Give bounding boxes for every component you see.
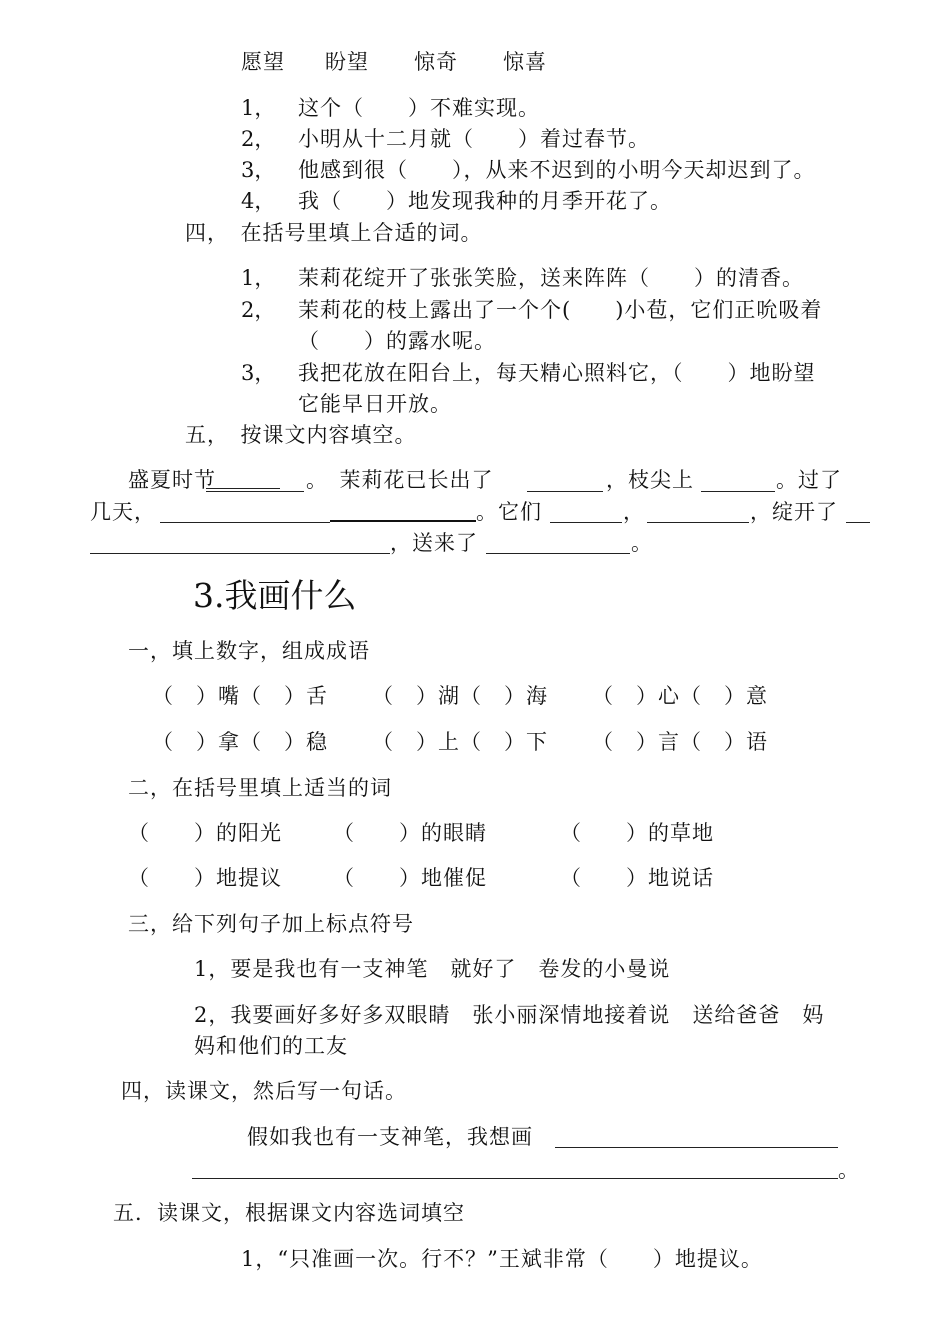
blank-line[interactable] <box>647 522 749 523</box>
blank-line[interactable] <box>701 491 775 492</box>
item-number: 3， <box>241 361 276 385</box>
fill-text: 。 茉莉花已长出了 <box>306 468 494 492</box>
idiom-blank[interactable]: （ ）湖（ ）海 <box>372 684 548 708</box>
item-text-continued: （ ）的露水呢。 <box>298 329 496 353</box>
blank-line[interactable] <box>90 553 390 554</box>
word-blank[interactable]: （ ）地提议 <box>128 866 282 890</box>
blank-line[interactable] <box>330 520 476 522</box>
item-text: 我把花放在阳台上，每天精心照料它，（ ）地盼望 <box>298 361 816 385</box>
word-blank[interactable]: （ ）的草地 <box>560 821 714 845</box>
idiom-blank[interactable]: （ ）上（ ）下 <box>372 730 548 754</box>
item-text: 茉莉花的枝上露出了一个个( )小苞，它们正吮吸着 <box>298 298 823 322</box>
fill-text: 。过了 <box>776 468 842 492</box>
item-text: 我（ ）地发现我种的月季开花了。 <box>298 189 672 213</box>
blank-line[interactable] <box>846 522 870 523</box>
word-option-2: 盼望 <box>325 50 369 74</box>
lesson-title: 3.我画什么 <box>193 576 357 615</box>
item-number: 2， <box>241 298 276 322</box>
fill-text: ，绽开了 <box>750 500 838 524</box>
blank-line[interactable] <box>550 522 622 523</box>
word-option-4: 惊喜 <box>503 50 547 74</box>
fill-text: ，送来了 <box>390 531 478 555</box>
word-blank[interactable]: （ ）地说话 <box>560 866 714 890</box>
section-heading: 一，填上数字，组成成语 <box>128 639 370 663</box>
idiom-blank[interactable]: （ ）心（ ）意 <box>592 684 768 708</box>
period-mark: 。 <box>838 1158 860 1182</box>
fill-text: ，枝尖上 <box>606 468 694 492</box>
item-text-continued: 它能早日开放。 <box>298 392 452 416</box>
sentence-item-continued: 妈和他们的工友 <box>194 1034 348 1058</box>
item-text: 这个（ ）不难实现。 <box>298 96 540 120</box>
item-number: 1， <box>241 96 276 120</box>
fill-text: 。它们 <box>476 500 542 524</box>
fill-text: 几天， <box>90 500 156 524</box>
fill-text: ， <box>623 500 645 524</box>
section-heading: 五．读课文，根据课文内容选词填空 <box>113 1201 465 1225</box>
section-heading: 四， 在括号里填上合适的词。 <box>185 221 483 245</box>
item-number: 2， <box>241 127 276 151</box>
word-blank[interactable]: （ ）地催促 <box>333 866 487 890</box>
word-option-3: 惊奇 <box>414 50 458 74</box>
idiom-blank[interactable]: （ ）嘴（ ）舌 <box>152 684 328 708</box>
section-heading: 三，给下列句子加上标点符号 <box>128 912 414 936</box>
writing-line[interactable] <box>555 1147 838 1148</box>
sentence-item: 2，我要画好多好多双眼睛 张小丽深情地接着说 送给爸爸 妈 <box>194 1003 825 1027</box>
item-number: 3， <box>241 158 276 182</box>
section-heading: 五， 按课文内容填空。 <box>185 423 417 447</box>
item-text: 小明从十二月就（ ）着过春节。 <box>298 127 650 151</box>
writing-prompt: 假如我也有一支神笔，我想画 <box>247 1125 533 1149</box>
word-option-1: 愿望 <box>241 50 285 74</box>
fill-text: 盛夏时节 <box>128 468 216 492</box>
sentence-item: 1，要是我也有一支神笔 就好了 卷发的小曼说 <box>194 957 671 981</box>
item-text: 他感到很（ ），从来不迟到的小明今天却迟到了。 <box>298 158 816 182</box>
word-blank[interactable]: （ ）的眼睛 <box>333 821 487 845</box>
idiom-blank[interactable]: （ ）拿（ ）稳 <box>152 730 328 754</box>
section-heading: 二，在括号里填上适当的词 <box>128 776 392 800</box>
sentence-item: 1，“只准画一次。行不？”王斌非常（ ）地提议。 <box>241 1247 763 1271</box>
fill-text: 。 <box>631 531 653 555</box>
word-blank[interactable]: （ ）的阳光 <box>128 821 282 845</box>
blank-line[interactable] <box>486 553 630 554</box>
underline-mark <box>206 488 280 489</box>
blank-line[interactable] <box>160 522 330 523</box>
idiom-blank[interactable]: （ ）言（ ）语 <box>592 730 768 754</box>
writing-line[interactable] <box>192 1178 838 1179</box>
item-number: 4， <box>241 189 276 213</box>
item-text: 茉莉花绽开了张张笑脸，送来阵阵（ ）的清香。 <box>298 266 804 290</box>
section-heading: 四，读课文，然后写一句话。 <box>121 1079 407 1103</box>
blank-line[interactable] <box>206 491 304 492</box>
blank-line[interactable] <box>527 491 603 492</box>
item-number: 1， <box>241 266 276 290</box>
